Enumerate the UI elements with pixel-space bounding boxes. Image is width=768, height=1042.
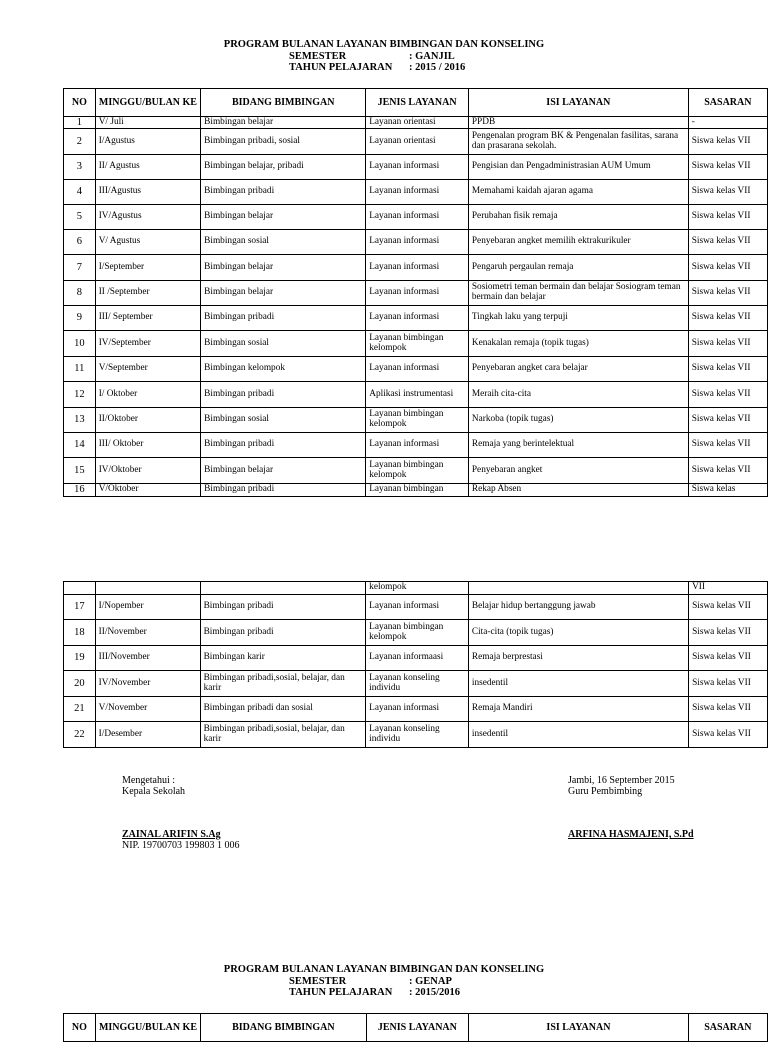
cell-sasaran: Siswa kelas VII [689,722,768,748]
cell-isi [468,582,688,595]
cell-minggu: I/Nopember [95,595,200,620]
table-row [64,357,768,382]
header-isi-2: ISI LAYANAN [469,1014,688,1042]
cell-no: 11 [64,357,96,382]
cell-minggu: IV/Agustus [95,205,200,230]
cell-bidang: Bimbingan karir [200,646,366,671]
cell-jenis: Layanan orientasi [366,129,469,155]
cell-minggu: IV/September [95,331,200,357]
cell-sasaran: Siswa kelas VII [688,357,767,382]
cell-jenis: kelompok [366,582,469,595]
program-table-genap [63,1013,768,1042]
cell-bidang: Bimbingan sosial [201,331,366,357]
cell-jenis: Layanan informasi [366,433,469,458]
cell-jenis: Layanan bimbingan kelompok [366,331,469,357]
cell-jenis: Layanan bimbingan kelompok [366,408,469,433]
cell-sasaran: Siswa kelas VII [688,382,767,408]
cell-no: 2 [64,129,96,155]
cell-bidang: Bimbingan pribadi dan sosial [200,697,366,722]
cell-isi: Penyebaran angket [468,458,688,484]
header-minggu: MINGGU/BULAN KE [95,89,200,117]
table-row [64,255,768,281]
cell-minggu: IV/Oktober [95,458,200,484]
signature-right-line2: Guru Pembimbing [568,786,643,797]
cell-no: 15 [64,458,96,484]
header-no-2: NO [64,1014,96,1042]
semester-label: SEMESTER [289,50,347,62]
header-isi: ISI LAYANAN [468,89,688,117]
cell-bidang: Bimbingan pribadi [201,484,366,497]
cell-jenis: Aplikasi instrumentasi [366,382,469,408]
cell-bidang: Bimbingan pribadi [201,306,366,331]
signature-left-nip: NIP. 19700703 199803 1 006 [122,840,240,851]
cell-minggu: V/ Juli [95,117,200,129]
cell-sasaran: Siswa kelas VII [688,155,767,180]
header-jenis: JENIS LAYANAN [366,89,469,117]
cell-sasaran: Siswa kelas VII [688,255,767,281]
cell-jenis: Layanan informasi [366,697,469,722]
table-row-continuation [64,582,768,595]
cell-jenis: Layanan informasi [366,281,469,306]
document-header-ganjil [0,39,768,74]
table-header-row-2 [64,1014,768,1042]
cell-bidang: Bimbingan pribadi,sosial, belajar, dan karir [200,722,366,748]
semester-label-2: SEMESTER [289,975,347,987]
cell-bidang: Bimbingan pribadi [201,180,366,205]
document-header-genap [0,964,768,999]
table-row [64,155,768,180]
cell-bidang: Bimbingan sosial [201,408,366,433]
cell-bidang: Bimbingan belajar [201,117,366,129]
cell-isi: insedentil [468,722,688,748]
table-row [64,281,768,306]
table-row [64,129,768,155]
cell-no: 5 [64,205,96,230]
cell-isi: Penyebaran angket cara belajar [468,357,688,382]
header-minggu-2: MINGGU/BULAN KE [95,1014,201,1042]
cell-minggu [95,582,200,595]
signature-left-line1: Mengetahui : [122,775,176,786]
table-row [64,458,768,484]
cell-isi: Kenakalan remaja (topik tugas) [468,331,688,357]
cell-no: 14 [64,433,96,458]
cell-bidang: Bimbingan belajar [201,205,366,230]
table-row [64,697,768,722]
cell-bidang: Bimbingan pribadi [200,620,366,646]
cell-jenis: Layanan informaasi [366,646,469,671]
signature-right-name: ARFINA HASMAJENI, S.Pd [568,829,694,840]
cell-sasaran: Siswa kelas VII [688,458,767,484]
header-sasaran: SASARAN [688,89,767,117]
signature-right-line1: Jambi, 16 September 2015 [568,775,675,786]
cell-sasaran: Siswa kelas VII [688,129,767,155]
cell-bidang: Bimbingan belajar, pribadi [201,155,366,180]
cell-jenis: Layanan konseling individu [366,722,469,748]
cell-isi: Sosiometri teman bermain dan belajar Sosiogram teman bermain dan belajar [468,281,688,306]
cell-no: 19 [64,646,96,671]
cell-bidang: Bimbingan belajar [201,281,366,306]
table-row [64,117,768,129]
table-row [64,671,768,697]
year-label: TAHUN PELAJARAN [289,62,393,73]
cell-bidang: Bimbingan sosial [201,230,366,255]
cell-no: 8 [64,281,96,306]
cell-no: 1 [64,117,96,129]
cell-sasaran: Siswa kelas VII [688,205,767,230]
cell-isi: Narkoba (topik tugas) [468,408,688,433]
cell-isi: Remaja yang berintelektual [468,433,688,458]
cell-minggu: V/November [95,697,200,722]
cell-sasaran: Siswa kelas VII [688,306,767,331]
program-table-continued [63,581,768,748]
cell-minggu: III/ September [95,306,200,331]
signature-left-line2: Kepala Sekolah [122,786,186,797]
cell-bidang: Bimbingan pribadi,sosial, belajar, dan karir [200,671,366,697]
cell-jenis: Layanan informasi [366,306,469,331]
cell-isi: Penyebaran angket memilih ektrakurikuler [468,230,688,255]
cell-isi: Belajar hidup bertanggung jawab [468,595,688,620]
cell-no: 4 [64,180,96,205]
cell-isi: Memahami kaidah ajaran agama [468,180,688,205]
cell-bidang: Bimbingan kelompok [201,357,366,382]
cell-sasaran: Siswa kelas VII [688,408,767,433]
table-row [64,205,768,230]
cell-sasaran: Siswa kelas VII [689,595,768,620]
cell-no: 18 [64,620,96,646]
table-row [64,595,768,620]
cell-minggu: II/ Agustus [95,155,200,180]
cell-jenis: Layanan informasi [366,230,469,255]
cell-bidang: Bimbingan pribadi, sosial [201,129,366,155]
cell-jenis: Layanan informasi [366,180,469,205]
cell-sasaran: Siswa kelas VII [688,331,767,357]
cell-minggu: II/November [95,620,200,646]
cell-isi: Pengenalan program BK & Pengenalan fasilitas, sarana dan prasarana sekolah. [468,129,688,155]
cell-no: 16 [64,484,96,497]
cell-sasaran: VII [689,582,768,595]
cell-minggu: II /September [95,281,200,306]
table-row [64,230,768,255]
cell-no: 7 [64,255,96,281]
semester-value: : GANJIL [409,50,455,62]
table-row [64,646,768,671]
cell-minggu: IV/November [95,671,200,697]
cell-jenis: Layanan informasi [366,595,469,620]
header-sasaran-2: SASARAN [688,1014,767,1042]
cell-sasaran: Siswa kelas VII [689,620,768,646]
cell-isi: Tingkah laku yang terpuji [468,306,688,331]
semester-value-2: : GENAP [409,975,452,987]
document-title: PROGRAM BULANAN LAYANAN BIMBINGAN DAN KONSELING [223,39,545,50]
table-row [64,331,768,357]
cell-minggu: I/Desember [95,722,200,748]
cell-sasaran: Siswa kelas VII [688,180,767,205]
table-row [64,180,768,205]
cell-no: 21 [64,697,96,722]
cell-minggu: V/ Agustus [95,230,200,255]
signature-right [568,775,694,840]
cell-isi: Rekap Absen [468,484,688,497]
cell-bidang [200,582,366,595]
cell-sasaran: - [688,117,767,129]
cell-isi: Meraih cita-cita [468,382,688,408]
cell-bidang: Bimbingan belajar [201,458,366,484]
table-row [64,408,768,433]
cell-sasaran: Siswa kelas VII [688,281,767,306]
header-jenis-2: JENIS LAYANAN [366,1014,469,1042]
cell-bidang: Bimbingan pribadi [201,382,366,408]
cell-minggu: II/Oktober [95,408,200,433]
cell-no: 12 [64,382,96,408]
header-no: NO [64,89,96,117]
cell-isi: Cita-cita (topik tugas) [468,620,688,646]
cell-no: 22 [64,722,96,748]
header-bidang-2: BIDANG BIMBINGAN [201,1014,366,1042]
cell-sasaran: Siswa kelas VII [688,433,767,458]
cell-minggu: I/September [95,255,200,281]
cell-sasaran: Siswa kelas [688,484,767,497]
program-table-ganjil [63,88,768,497]
cell-sasaran: Siswa kelas VII [689,671,768,697]
document-title-2: PROGRAM BULANAN LAYANAN BIMBINGAN DAN KONSELING [223,964,545,975]
cell-minggu: III/ Oktober [95,433,200,458]
cell-isi: Remaja berprestasi [468,646,688,671]
cell-bidang: Bimbingan pribadi [201,433,366,458]
cell-minggu: III/November [95,646,200,671]
table-row [64,306,768,331]
cell-no: 20 [64,671,96,697]
cell-no: 9 [64,306,96,331]
cell-minggu: I/Agustus [95,129,200,155]
cell-isi: PPDB [468,117,688,129]
cell-jenis: Layanan informasi [366,155,469,180]
cell-no: 10 [64,331,96,357]
cell-sasaran: Siswa kelas VII [688,230,767,255]
cell-no: 6 [64,230,96,255]
cell-jenis: Layanan bimbingan kelompok [366,620,469,646]
cell-jenis: Layanan informasi [366,357,469,382]
table-row [64,620,768,646]
signature-left [122,775,240,851]
cell-no [64,582,96,595]
year-value: : 2015 / 2016 [409,62,466,73]
table-row [64,484,768,497]
cell-sasaran: Siswa kelas VII [689,646,768,671]
table-row [64,722,768,748]
cell-minggu: I/ Oktober [95,382,200,408]
table-row [64,382,768,408]
cell-no: 3 [64,155,96,180]
cell-isi: Perubahan fisik remaja [468,205,688,230]
cell-bidang: Bimbingan belajar [201,255,366,281]
cell-jenis: Layanan orientasi [366,117,469,129]
header-bidang: BIDANG BIMBINGAN [201,89,366,117]
cell-no: 17 [64,595,96,620]
year-label-2: TAHUN PELAJARAN [289,987,393,998]
cell-jenis: Layanan informasi [366,205,469,230]
cell-sasaran: Siswa kelas VII [689,697,768,722]
year-value-2: : 2015/2016 [409,987,461,998]
cell-jenis: Layanan informasi [366,255,469,281]
table-row [64,433,768,458]
cell-jenis: Layanan bimbingan [366,484,469,497]
cell-jenis: Layanan bimbingan kelompok [366,458,469,484]
table-header-row [64,89,768,117]
cell-isi: Pengaruh pergaulan remaja [468,255,688,281]
cell-no: 13 [64,408,96,433]
cell-bidang: Bimbingan pribadi [200,595,366,620]
signature-left-name: ZAINAL ARIFIN S.Ag [122,829,221,840]
cell-minggu: V/September [95,357,200,382]
cell-isi: insedentil [468,671,688,697]
cell-isi: Pengisian dan Pengadministrasian AUM Umum [468,155,688,180]
cell-minggu: V/Oktober [95,484,200,497]
cell-isi: Remaja Mandiri [468,697,688,722]
cell-jenis: Layanan konseling individu [366,671,469,697]
cell-minggu: III/Agustus [95,180,200,205]
